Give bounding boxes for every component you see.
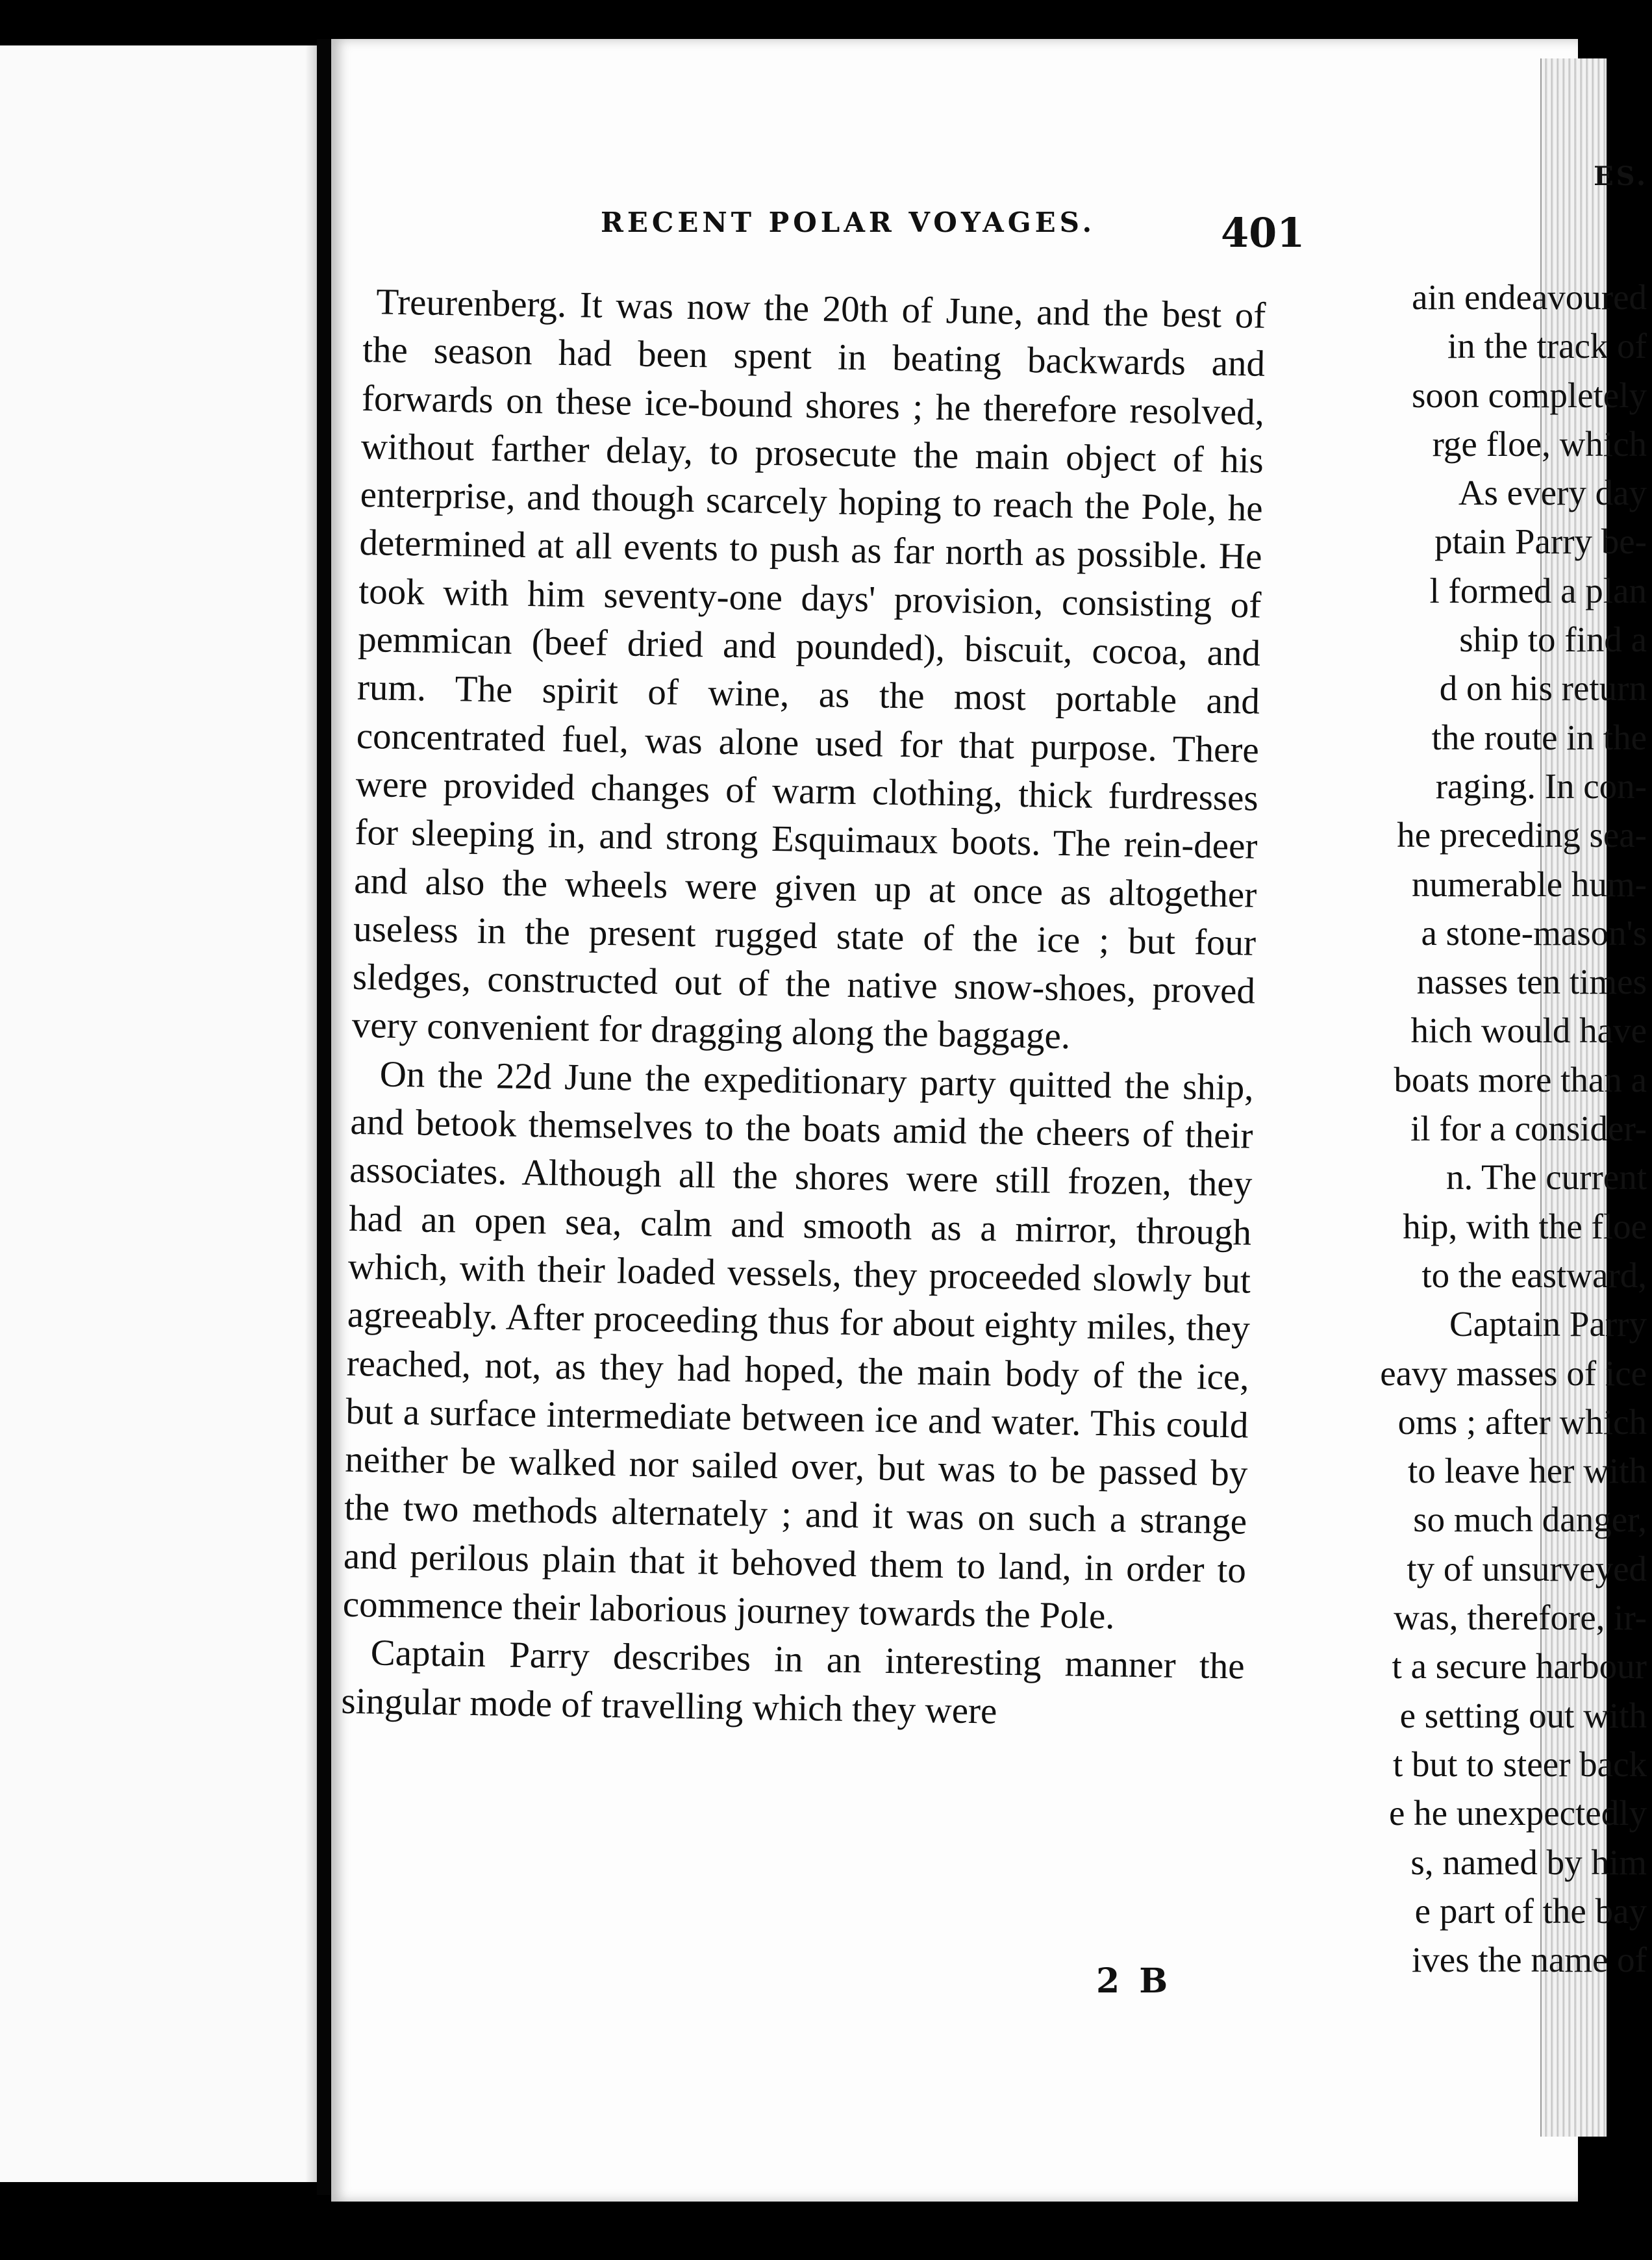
left-text-line: rge floe, which (1432, 423, 1647, 464)
left-page (0, 45, 317, 2182)
left-text-line: l formed a plan (1429, 570, 1647, 610)
left-text-line: ain endeavoured (1412, 277, 1647, 317)
left-text-line: t but to steer back (1393, 1744, 1647, 1784)
left-text-line: he preceding sea- (1397, 815, 1647, 855)
left-text-line: to the eastward, (1421, 1255, 1647, 1295)
left-text-line: numerable hum- (1412, 864, 1647, 904)
paragraph: Treurenberg. It was now the 20th of June, and the best of the season had been spent in beating backwards and forwards on these ice-bound shores ; he therefore resolved, without farther delay, to prosecute the main object of his enterprise, and though scarcely hoping to reach the Pole, he determined at all events to push as far north as possible. He took with him seventy-one days' provision, consisting of pemmican (beef dried and pounded), biscuit, cocoa, and rum. The spirit of wine, as the most portable and concentrated fuel, was alone used for that purpose. There were provided changes of warm clothing, thick furdresses for sleeping in, and strong Esquimaux boots. The rein-deer and also the wheels were given up at once as altogether useless in the present rugged state of the ice ; but four sledges, constructed out of the native snow-shoes, proved very convenient for dragging along the baggage. (351, 281, 1266, 1057)
book-spine (317, 39, 331, 2195)
left-text-line: eavy masses of ice (1380, 1353, 1647, 1393)
left-text-line: il for a consider- (1410, 1109, 1647, 1149)
left-text-line: the route in the (1431, 717, 1647, 757)
signature-mark: 2 B (1096, 1961, 1172, 2001)
paragraph: Captain Parry describes in an interesting manner the singular mode of travelling which they were (341, 1632, 1245, 1732)
left-text-line: ty of unsurveyed (1407, 1548, 1647, 1588)
left-text-line: in the track of (1447, 326, 1647, 366)
running-head: RECENT POLAR VOYAGES. (601, 207, 1096, 238)
left-text-line: a stone-mason's (1421, 912, 1647, 953)
left-text-line: ives the name of (1412, 1940, 1647, 1980)
left-text-line: As every day (1458, 473, 1647, 513)
left-text-line: hich would have (1410, 1011, 1647, 1051)
left-text-line: to leave her with (1407, 1451, 1647, 1491)
left-text-line: nasses ten times (1416, 962, 1647, 1002)
left-text-line: e setting out with (1399, 1695, 1647, 1735)
left-text-line: ptain Parry be- (1434, 521, 1647, 562)
left-text-line: hip, with the floe (1403, 1206, 1647, 1246)
left-text-line: raging. In con- (1435, 766, 1647, 806)
left-text-line: soon completely (1411, 375, 1647, 415)
left-text-line: d on his return (1439, 668, 1647, 709)
body-text (341, 278, 1266, 1739)
left-text-line: s, named by him (1410, 1842, 1647, 1882)
left-text-line: n. The current (1446, 1157, 1647, 1198)
paragraph: On the 22d June the expeditionary party quitted the ship, and betook themselves to the boats amid the cheers of their associates. Although all the shores were still frozen, they had an open sea, calm and smooth as a mirror, through which, with their loaded vessels, they proceeded slowly but agreeably. After proceeding thus for about eighty miles, they reached, not, as they had hoped, the main body of the ice, but a surface intermediate between ice and water. This could neither be walked nor sailed over, but was to be passed by the two methods alternately ; and it was on such a strange and perilous plain that it behoved them to land, in order to commence their laborious journey towards the Pole. (342, 1053, 1255, 1637)
left-text-line: Captain Parry (1449, 1304, 1647, 1344)
left-text-line: e part of the bay (1414, 1890, 1647, 1931)
page-number: 401 (1221, 209, 1305, 257)
left-page-text (1380, 273, 1647, 1984)
left-text-line: oms ; after which (1397, 1401, 1647, 1442)
left-text-line: so much danger, (1413, 1500, 1647, 1540)
left-text-line: ship to find a (1459, 620, 1647, 660)
left-text-line: boats more than a (1394, 1059, 1647, 1099)
left-running-head: ES. (1594, 161, 1648, 192)
left-text-line: e he unexpectedly (1388, 1793, 1647, 1833)
left-text-line: was, therefore, ir- (1394, 1598, 1647, 1638)
left-text-line: t a secure harbour (1392, 1646, 1647, 1687)
